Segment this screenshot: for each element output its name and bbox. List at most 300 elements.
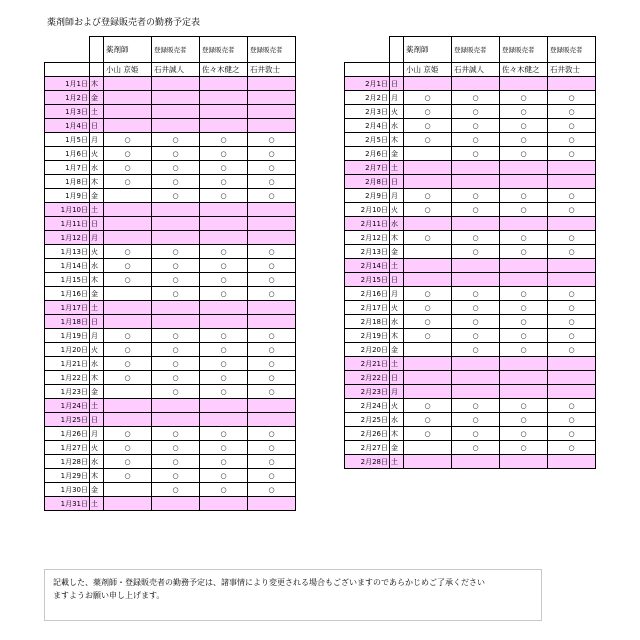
shift-cell: [500, 231, 548, 245]
circle-mark: ○: [268, 247, 275, 256]
circle-mark: ○: [220, 261, 227, 270]
weekday-cell: 火: [90, 245, 104, 259]
weekday-cell: 木: [90, 175, 104, 189]
shift-cell: [500, 133, 548, 147]
shift-cell: [500, 259, 548, 273]
circle-mark: ○: [268, 373, 275, 382]
shift-cell: [248, 329, 296, 343]
circle-mark: ○: [568, 415, 575, 424]
shift-cell: [500, 385, 548, 399]
circle-mark: ○: [124, 177, 131, 186]
circle-mark: ○: [568, 135, 575, 144]
weekday-cell: 土: [90, 399, 104, 413]
shift-cell: [548, 105, 596, 119]
weekday-cell: 火: [90, 441, 104, 455]
circle-mark: ○: [520, 149, 527, 158]
shift-cell: [548, 301, 596, 315]
shift-cell: [452, 245, 500, 259]
shift-cell: [200, 343, 248, 357]
shift-cell: [500, 371, 548, 385]
weekday-cell: 月: [90, 231, 104, 245]
shift-cell: [200, 315, 248, 329]
circle-mark: ○: [220, 135, 227, 144]
date-cell: 1月17日: [45, 301, 90, 315]
weekday-cell: 火: [90, 147, 104, 161]
schedule-row: [45, 105, 296, 119]
shift-cell: [248, 287, 296, 301]
shift-cell: [152, 399, 200, 413]
shift-cell: [200, 161, 248, 175]
circle-mark: ○: [568, 205, 575, 214]
weekday-cell: 日: [90, 315, 104, 329]
shift-cell: [248, 301, 296, 315]
date-cell: 2月24日: [345, 399, 390, 413]
weekday-cell: 月: [390, 91, 404, 105]
shift-cell: [500, 315, 548, 329]
circle-mark: ○: [268, 191, 275, 200]
shift-cell: [104, 217, 152, 231]
schedule-row: [45, 301, 296, 315]
weekday-cell: 木: [390, 133, 404, 147]
shift-cell: [548, 399, 596, 413]
shift-cell: [452, 427, 500, 441]
weekday-cell: 水: [90, 357, 104, 371]
shift-cell: [404, 427, 452, 441]
shift-cell: [548, 273, 596, 287]
weekday-cell: 水: [90, 455, 104, 469]
shift-cell: [248, 469, 296, 483]
schedule-row: [345, 287, 596, 301]
schedule-row: [345, 217, 596, 231]
schedule-row: [45, 315, 296, 329]
shift-cell: [248, 259, 296, 273]
notice-line-2: ますようお願い申し上げます。: [53, 591, 165, 600]
date-cell: 2月14日: [345, 259, 390, 273]
shift-cell: [500, 217, 548, 231]
date-cell: 1月13日: [45, 245, 90, 259]
shift-cell: [452, 259, 500, 273]
weekday-cell: 金: [390, 147, 404, 161]
weekday-cell: 火: [90, 343, 104, 357]
shift-cell: [104, 329, 152, 343]
schedule-row: [345, 427, 596, 441]
circle-mark: ○: [220, 429, 227, 438]
weekday-cell: 月: [390, 189, 404, 203]
shift-cell: [152, 497, 200, 511]
circle-mark: ○: [424, 93, 431, 102]
circle-mark: ○: [520, 247, 527, 256]
shift-cell: [200, 273, 248, 287]
circle-mark: ○: [124, 359, 131, 368]
schedule-row: [345, 77, 596, 91]
weekday-cell: 木: [90, 469, 104, 483]
header-name-1: 小山 京姫: [404, 63, 452, 77]
weekday-cell: 日: [90, 217, 104, 231]
date-cell: 1月9日: [45, 189, 90, 203]
shift-cell: [452, 217, 500, 231]
shift-cell: [104, 315, 152, 329]
shift-cell: [548, 245, 596, 259]
shift-cell: [452, 441, 500, 455]
header-blank-cell: [345, 63, 390, 77]
circle-mark: ○: [568, 121, 575, 130]
shift-cell: [104, 357, 152, 371]
header-role-4: 登録販売者: [248, 37, 296, 63]
shift-cell: [452, 371, 500, 385]
shift-cell: [452, 455, 500, 469]
date-cell: 2月22日: [345, 371, 390, 385]
weekday-cell: 日: [90, 119, 104, 133]
shift-cell: [500, 77, 548, 91]
circle-mark: ○: [424, 429, 431, 438]
shift-cell: [452, 189, 500, 203]
shift-cell: [248, 189, 296, 203]
circle-mark: ○: [568, 331, 575, 340]
circle-mark: ○: [172, 373, 179, 382]
circle-mark: ○: [568, 93, 575, 102]
schedule-row: [345, 189, 596, 203]
header-row-roles: [45, 37, 296, 63]
shift-cell: [452, 413, 500, 427]
shift-cell: [200, 329, 248, 343]
weekday-cell: 水: [390, 413, 404, 427]
schedule-row: [345, 371, 596, 385]
circle-mark: ○: [568, 233, 575, 242]
shift-cell: [452, 91, 500, 105]
circle-mark: ○: [472, 233, 479, 242]
shift-cell: [548, 147, 596, 161]
shift-cell: [104, 455, 152, 469]
circle-mark: ○: [472, 345, 479, 354]
date-cell: 2月2日: [345, 91, 390, 105]
shift-cell: [404, 217, 452, 231]
weekday-cell: 火: [390, 301, 404, 315]
weekday-cell: 日: [390, 77, 404, 91]
shift-cell: [404, 133, 452, 147]
weekday-cell: 金: [90, 385, 104, 399]
schedule-row: [45, 287, 296, 301]
shift-cell: [548, 217, 596, 231]
weekday-cell: 木: [90, 273, 104, 287]
shift-cell: [404, 175, 452, 189]
weekday-cell: 木: [390, 427, 404, 441]
shift-cell: [152, 217, 200, 231]
date-cell: 1月20日: [45, 343, 90, 357]
weekday-cell: 日: [390, 371, 404, 385]
date-cell: 1月1日: [45, 77, 90, 91]
shift-cell: [404, 231, 452, 245]
shift-cell: [248, 105, 296, 119]
circle-mark: ○: [124, 471, 131, 480]
shift-cell: [104, 343, 152, 357]
shift-cell: [200, 455, 248, 469]
circle-mark: ○: [424, 401, 431, 410]
weekday-cell: 土: [90, 203, 104, 217]
circle-mark: ○: [268, 457, 275, 466]
shift-cell: [104, 245, 152, 259]
shift-cell: [452, 329, 500, 343]
shift-cell: [500, 91, 548, 105]
shift-cell: [404, 455, 452, 469]
shift-cell: [152, 427, 200, 441]
weekday-cell: 木: [390, 329, 404, 343]
circle-mark: ○: [424, 303, 431, 312]
circle-mark: ○: [268, 359, 275, 368]
circle-mark: ○: [172, 331, 179, 340]
circle-mark: ○: [568, 401, 575, 410]
weekday-cell: 月: [390, 385, 404, 399]
circle-mark: ○: [568, 303, 575, 312]
date-cell: 1月3日: [45, 105, 90, 119]
circle-mark: ○: [220, 331, 227, 340]
header-role-2: 登録販売者: [152, 37, 200, 63]
schedule-row: [345, 119, 596, 133]
circle-mark: ○: [220, 345, 227, 354]
circle-mark: ○: [220, 359, 227, 368]
circle-mark: ○: [220, 177, 227, 186]
circle-mark: ○: [124, 247, 131, 256]
shift-cell: [104, 231, 152, 245]
shift-cell: [500, 161, 548, 175]
shift-cell: [200, 357, 248, 371]
shift-cell: [452, 161, 500, 175]
date-cell: 2月18日: [345, 315, 390, 329]
shift-cell: [152, 273, 200, 287]
shift-cell: [404, 287, 452, 301]
schedule-row: [45, 133, 296, 147]
shift-cell: [404, 413, 452, 427]
date-cell: 1月24日: [45, 399, 90, 413]
shift-cell: [152, 175, 200, 189]
schedule-row: [45, 357, 296, 371]
date-cell: 1月26日: [45, 427, 90, 441]
circle-mark: ○: [472, 107, 479, 116]
schedule-row: [345, 357, 596, 371]
weekday-cell: 金: [390, 245, 404, 259]
circle-mark: ○: [424, 415, 431, 424]
shift-cell: [104, 119, 152, 133]
shift-cell: [200, 497, 248, 511]
shift-cell: [104, 413, 152, 427]
shift-cell: [404, 399, 452, 413]
shift-cell: [152, 315, 200, 329]
date-cell: 1月8日: [45, 175, 90, 189]
notice-line-1: 記載した、薬剤師・登録販売者の勤務予定は、諸事情により変更される場合もございますのであらかじめご了承ください: [53, 578, 485, 587]
weekday-cell: 水: [90, 259, 104, 273]
shift-cell: [152, 189, 200, 203]
notice-box: [44, 569, 542, 621]
circle-mark: ○: [268, 345, 275, 354]
weekday-cell: 土: [390, 357, 404, 371]
shift-cell: [200, 287, 248, 301]
schedule-row: [345, 343, 596, 357]
schedule-row: [45, 497, 296, 511]
circle-mark: ○: [520, 93, 527, 102]
circle-mark: ○: [268, 135, 275, 144]
notice-text: [53, 576, 533, 602]
weekday-cell: 土: [390, 259, 404, 273]
shift-cell: [500, 203, 548, 217]
circle-mark: ○: [220, 149, 227, 158]
date-cell: 2月13日: [345, 245, 390, 259]
shift-cell: [404, 91, 452, 105]
shift-cell: [452, 175, 500, 189]
shift-cell: [548, 371, 596, 385]
weekday-cell: 火: [390, 105, 404, 119]
shift-cell: [200, 105, 248, 119]
shift-cell: [200, 441, 248, 455]
shift-cell: [248, 77, 296, 91]
date-cell: 1月22日: [45, 371, 90, 385]
circle-mark: ○: [268, 471, 275, 480]
shift-cell: [152, 77, 200, 91]
circle-mark: ○: [520, 345, 527, 354]
circle-mark: ○: [472, 191, 479, 200]
shift-cell: [104, 91, 152, 105]
schedule-row: [345, 413, 596, 427]
circle-mark: ○: [124, 457, 131, 466]
shift-cell: [500, 413, 548, 427]
date-cell: 1月4日: [45, 119, 90, 133]
weekday-cell: 火: [390, 203, 404, 217]
shift-cell: [404, 273, 452, 287]
circle-mark: ○: [424, 289, 431, 298]
schedule-row: [45, 231, 296, 245]
shift-cell: [404, 147, 452, 161]
shift-cell: [452, 119, 500, 133]
shift-cell: [200, 483, 248, 497]
circle-mark: ○: [568, 429, 575, 438]
circle-mark: ○: [472, 401, 479, 410]
weekday-cell: 金: [390, 441, 404, 455]
circle-mark: ○: [124, 429, 131, 438]
circle-mark: ○: [220, 163, 227, 172]
circle-mark: ○: [568, 191, 575, 200]
shift-cell: [548, 175, 596, 189]
header-name-1: 小山 京姫: [104, 63, 152, 77]
shift-cell: [500, 399, 548, 413]
header-blank-cell: [90, 63, 104, 77]
shift-cell: [548, 441, 596, 455]
shift-cell: [404, 357, 452, 371]
shift-cell: [500, 147, 548, 161]
shift-cell: [104, 105, 152, 119]
header-blank-cell: [90, 37, 104, 63]
date-cell: 1月31日: [45, 497, 90, 511]
shift-cell: [500, 175, 548, 189]
shift-cell: [548, 357, 596, 371]
shift-cell: [548, 161, 596, 175]
weekday-cell: 金: [90, 287, 104, 301]
weekday-cell: 水: [90, 161, 104, 175]
schedule-row: [45, 91, 296, 105]
schedule-table-january: [44, 36, 296, 511]
shift-cell: [152, 245, 200, 259]
circle-mark: ○: [424, 107, 431, 116]
shift-cell: [248, 371, 296, 385]
shift-cell: [248, 497, 296, 511]
shift-cell: [548, 231, 596, 245]
date-cell: 2月4日: [345, 119, 390, 133]
circle-mark: ○: [124, 443, 131, 452]
schedule-row: [345, 259, 596, 273]
weekday-cell: 月: [90, 329, 104, 343]
shift-cell: [200, 301, 248, 315]
date-cell: 2月12日: [345, 231, 390, 245]
date-cell: 1月27日: [45, 441, 90, 455]
date-cell: 2月10日: [345, 203, 390, 217]
shift-cell: [200, 189, 248, 203]
schedule-row: [45, 77, 296, 91]
shift-cell: [104, 189, 152, 203]
circle-mark: ○: [424, 233, 431, 242]
schedule-row: [45, 217, 296, 231]
circle-mark: ○: [472, 247, 479, 256]
circle-mark: ○: [124, 163, 131, 172]
weekday-cell: 水: [390, 315, 404, 329]
shift-cell: [404, 259, 452, 273]
shift-cell: [104, 427, 152, 441]
circle-mark: ○: [220, 289, 227, 298]
shift-cell: [548, 133, 596, 147]
shift-cell: [200, 147, 248, 161]
circle-mark: ○: [220, 485, 227, 494]
shift-cell: [152, 147, 200, 161]
weekday-cell: 月: [90, 133, 104, 147]
circle-mark: ○: [124, 373, 131, 382]
circle-mark: ○: [472, 429, 479, 438]
schedule-row: [45, 371, 296, 385]
shift-cell: [452, 273, 500, 287]
shift-cell: [404, 371, 452, 385]
shift-cell: [248, 427, 296, 441]
shift-cell: [248, 357, 296, 371]
shift-cell: [500, 245, 548, 259]
shift-cell: [500, 441, 548, 455]
circle-mark: ○: [472, 415, 479, 424]
shift-cell: [404, 441, 452, 455]
circle-mark: ○: [220, 247, 227, 256]
schedule-row: [345, 133, 596, 147]
schedule-row: [45, 245, 296, 259]
shift-cell: [548, 427, 596, 441]
date-cell: 2月28日: [345, 455, 390, 469]
date-cell: 2月6日: [345, 147, 390, 161]
shift-cell: [104, 77, 152, 91]
header-role-2: 登録販売者: [452, 37, 500, 63]
circle-mark: ○: [424, 317, 431, 326]
circle-mark: ○: [568, 289, 575, 298]
circle-mark: ○: [520, 303, 527, 312]
shift-cell: [548, 203, 596, 217]
schedule-row: [45, 455, 296, 469]
schedule-row: [45, 329, 296, 343]
weekday-cell: 日: [390, 175, 404, 189]
schedule-row: [345, 273, 596, 287]
shift-cell: [200, 217, 248, 231]
date-cell: 2月11日: [345, 217, 390, 231]
schedule-table-february: [344, 36, 596, 469]
schedule-row: [345, 399, 596, 413]
shift-cell: [548, 119, 596, 133]
shift-cell: [200, 413, 248, 427]
weekday-cell: 木: [90, 371, 104, 385]
circle-mark: ○: [172, 429, 179, 438]
circle-mark: ○: [520, 429, 527, 438]
shift-cell: [452, 203, 500, 217]
circle-mark: ○: [268, 149, 275, 158]
shift-cell: [548, 329, 596, 343]
